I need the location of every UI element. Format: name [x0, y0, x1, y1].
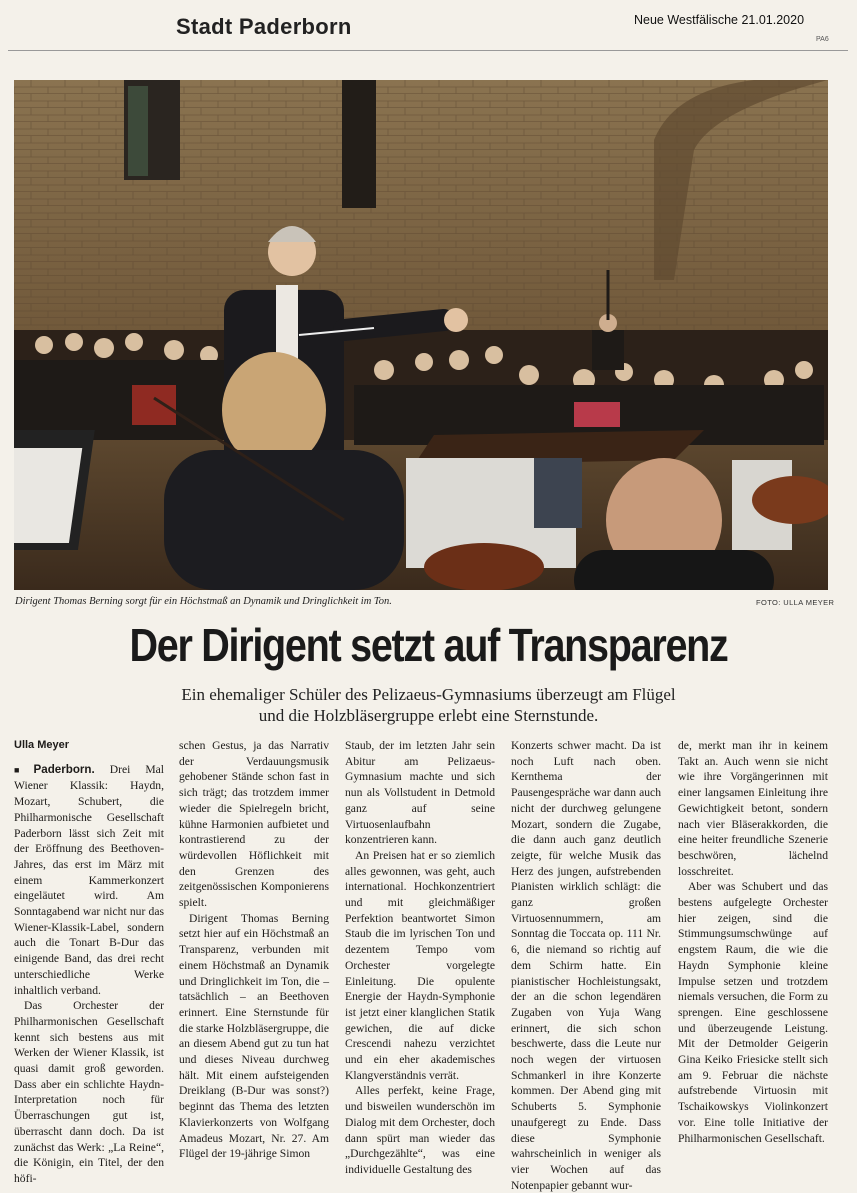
article-column-2 — [179, 738, 329, 1162]
photo-credit: FOTO: ULLA MEYER — [756, 598, 835, 607]
paragraph: Konzerts schwer macht. Da ist noch Luft nach oben. Kernthema der Pausengespräche war dann auch nicht der durchweg gelungene Mozart, sondern die Zugabe, die dann auch ganz deutlich zeigte, für welche Musik das Herz des jungen, aufstrebenden Pianisten wirklich schlägt: die ganz großen Virtuosennummern, am Sonntag die Toccata op. 111 Nr. 6, die niemand so richtig auf dem Schirm hatte. Ein pianistischer Hochleistungsakt, der an die schon legendären Zugaben von Yuja Wang erinnert, die sich schon beschwerte, dass die Leute nur noch wegen der virtuosen Schmankerl in ihre Konzerte kommen. Der Abend ging mit Schuberts 5. Symphonie unaufgeregt zu Ende. Dass diese Symphonie wahrscheinlich in weniger als vier Wochen auf das Notenpapier gebannt wur- — [511, 739, 661, 1192]
paragraph — [14, 762, 164, 999]
header-rule — [8, 50, 848, 51]
article-column-3 — [345, 738, 495, 1178]
paragraph: de, merkt man ihr in keinem Takt an. Auch wenn sie nicht wie ihre Vorgängerinnen mit einer langsamen Einleitung ihre Gewichtigkeit betont, sondern nach vier Bläserakkorden, die eine heiter freundliche Szenerie beschwören, lächelnd losschreitet. — [678, 739, 828, 878]
subhead-line-2: und die Holzbläsergruppe erlebt eine Sternstunde. — [258, 705, 599, 725]
section-title: Stadt Paderborn — [176, 14, 352, 39]
paragraph: Aber was Schubert und das bestens aufgelegte Orchester hier zeigen, sind die Stimmungsumschwünge auf engstem Raum, die wie die Haydn Symphonie kleine Impulse setzen und trotzdem niemals versuchen, die Form zu sprengen. Eine geschlossene und überzeugende Leistung. Mit der Detmolder Geigerin Gina Keiko Friesicke stellt sich am 9. Februar die nächste aufstrebende Virtuosin mit Tschaikowskys Violinkonzert vor. Eine tolle Initiative der Philharmonischen Gesellschaft. — [678, 880, 828, 1145]
article-headline: Der Dirigent setzt auf Transparenz — [129, 619, 728, 671]
page-code: PA6 — [816, 36, 829, 43]
subhead-line-1: Ein ehemaliger Schüler des Pelizaeus-Gymnasiums überzeugt am Flügel — [181, 685, 676, 704]
article-subhead — [120, 685, 737, 726]
author-name: Ulla Meyer — [14, 739, 70, 751]
paragraph-text: Drei Mal Wiener Klassik: Haydn, Mozart, Schubert, die Philharmonische Gesellschaft Paderborn lässt sich Zeit mit der Eröffnung des Beethoven-Jahres, das erst im März mit einem Kammerkonzert eingeläutet wird. Am Sonntagabend war nicht nur das Wiener-Klassik-Label, sondern auch die Tonart B-Dur das einigende Band, das drei recht unterschiedliche Werke inhaltlich verband. — [14, 762, 164, 997]
page-header — [0, 0, 857, 60]
dateline: ■ Paderborn. — [14, 763, 95, 776]
paragraph: Staub, der im letzten Jahr sein Abitur am Pelizaeus-Gymnasium machte und sich nun als Vollstudent in Detmold ganz auf seine Virtuosenlaufbahn konzentrieren kann. — [345, 739, 495, 847]
article-column-4 — [511, 738, 661, 1193]
article-column-1 — [14, 738, 164, 1187]
photo-caption: Dirigent Thomas Berning sorgt für ein Höchstmaß an Dynamik und Dringlichkeit im Ton. — [15, 596, 392, 607]
paragraph: schen Gestus, ja das Narrativ der Verdauungsmusik gehobener Stände schon fast in sich trägt; das trotzdem immer wieder die Spielregeln bricht, kühne Harmonien aufbietet und kontrastierend zu der würdevollen Höflichkeit mit den Grenzen des zeitgenössischen Komponierens spielt. — [179, 739, 329, 910]
concert-photo-icon — [14, 80, 828, 590]
paragraph: An Preisen hat er so ziemlich alles gewonnen, was geht, auch international. Hochkonzentriert und mit gleichmäßiger Perfektion beantwortet Simon Staub die im lyrischen Ton und dezentem Tempo vom Orchester vorgelegte Einleitung. Die opulente Energie der Haydn-Symphonie ist jetzt einer klanglichen Statik gewichen, die auf dicke Crescendi nahezu verzichtet und ein eher akademisches Klangverständnis verrät. — [345, 848, 495, 1082]
source-date-label: Neue Westfälische 21.01.2020 — [634, 13, 805, 27]
paragraph: Alles perfekt, keine Frage, und bisweilen wunderschön im Dialog mit dem Orchester, doch dann spürt man wieder das „Durchgezählte“, was eine individuelle Gestaltung des — [345, 1084, 495, 1176]
paragraph: Dirigent Thomas Berning setzt hier auf ein Höchstmaß an Transparenz, verbunden mit einem Höchstmaß an Dynamik und Dringlichkeit im Ton, die – tatsächlich – an Beethoven erinnert. Eine Sternstunde für die starke Holzbläsergruppe, die an diesem Abend gut zu tun hat und dieses Niveau durchweg hält. Mit einem aufsteigenden Dreiklang (B-Dur was sonst?) beginnt das Thema des letzten Klavierkonzerts von Wolfgang Amadeus Mozart, Nr. 27. Am Flügel der 19-jährige Simon — [179, 911, 329, 1161]
concert-photo — [14, 80, 828, 590]
article-column-5 — [678, 738, 828, 1146]
paragraph: Das Orchester der Philharmonischen Gesellschaft kennt sich bestens aus mit Werken der Wiener Klassik, ist quasi damit groß geworden. Dass aber ein schlichte Haydn-Interpretation noch für Überraschungen gut ist, überrascht dann doch. Da ist zunächst das Werk: „La Reine“, die Königin, ein Titel, der den höfi- — [14, 999, 164, 1185]
